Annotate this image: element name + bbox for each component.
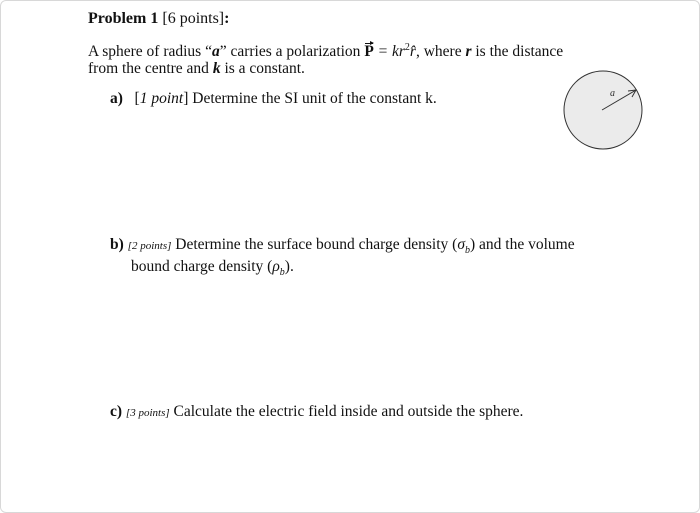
part-b-line-1: b) [2 points] Determine the surface bound charge density $(\sigma_b)$ and the volume (110, 236, 575, 257)
sphere-circle (564, 71, 642, 149)
intro-line-2: from the centre and k is a constant. (88, 60, 305, 77)
vector-arrow-icon (365, 43, 372, 44)
part-c: c) [3 points] Calculate the electric field inside and outside the sphere. (110, 403, 524, 420)
intro-line-1: A sphere of radius “a” carries a polarization $P = kr^2r̂$, where r is the distance (88, 42, 564, 61)
problem-title: Problem 1 [6 points]: (88, 10, 230, 27)
part-a: a) [1 point] Determine the SI unit of the constant k. (110, 90, 437, 107)
part-b-line-2: bound charge density $(\rho_b)$. (131, 258, 294, 279)
radius-label: a (610, 88, 615, 99)
polarization-vector: P (364, 43, 374, 61)
sphere-figure (560, 66, 650, 156)
